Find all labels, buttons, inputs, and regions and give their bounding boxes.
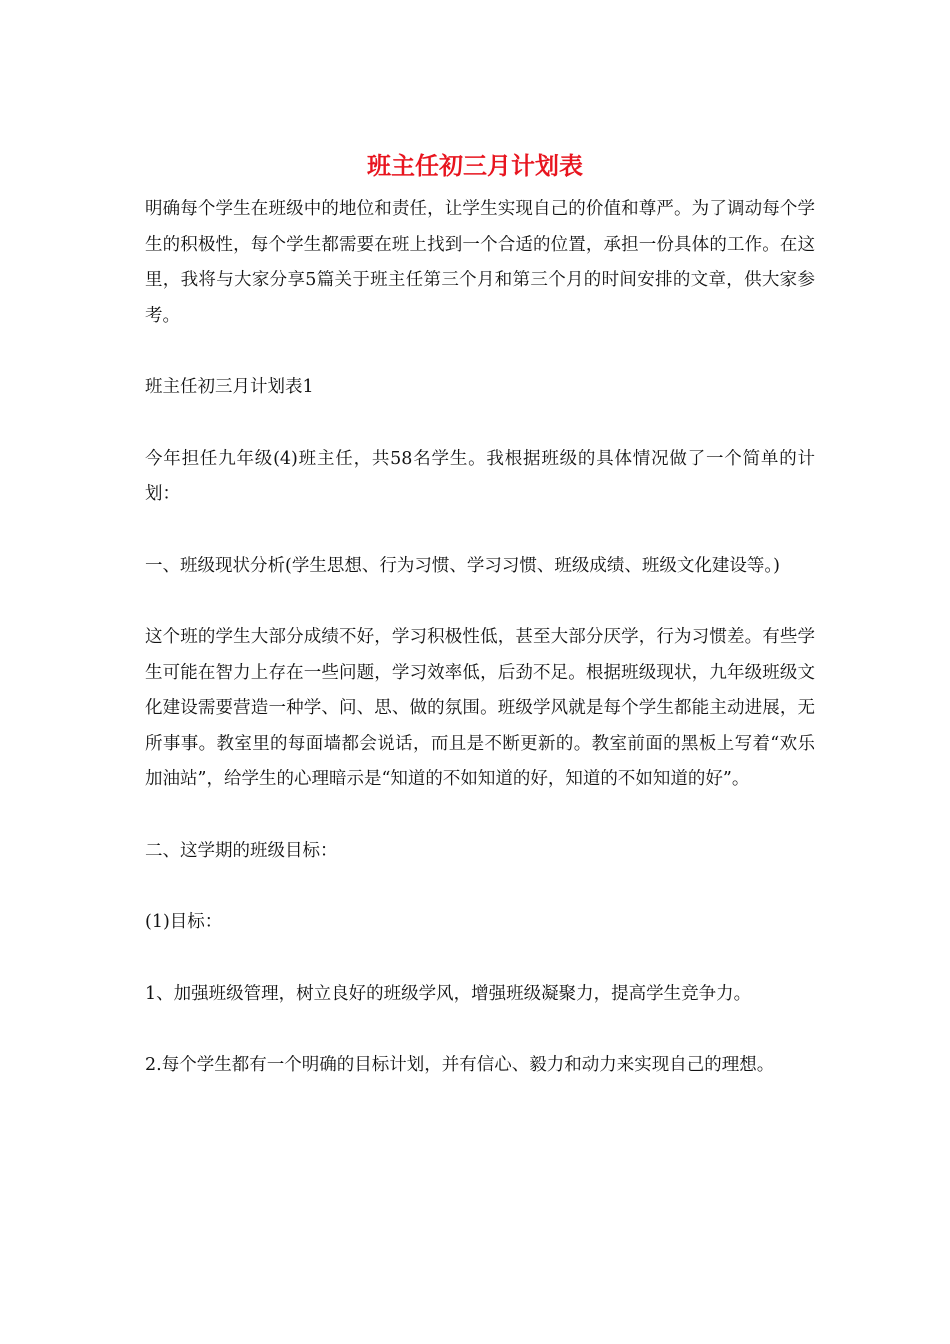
class-info-paragraph: 今年担任九年级(4)班主任，共58名学生。我根据班级的具体情况做了一个简单的计划： bbox=[145, 448, 815, 504]
goal-item-1: 1、加强班级管理，树立良好的班级学风，增强班级凝聚力，提高学生竞争力。 bbox=[145, 983, 752, 1004]
document-title: 班主任初三月计划表 bbox=[367, 151, 583, 180]
goal-item-2: 2.每个学生都有一个明确的目标计划，并有信心、毅力和动力来实现自己的理想。 bbox=[145, 1055, 775, 1075]
section-heading-plan-1: 班主任初三月计划表1 bbox=[145, 377, 314, 397]
heading-class-analysis: 一、班级现状分析(学生思想、行为习惯、学习习惯、班级成绩、班级文化建设等。) bbox=[145, 555, 780, 576]
subheading-goals: (1)目标： bbox=[145, 912, 223, 932]
intro-paragraph: 明确每个学生在班级中的地位和责任，让学生实现自己的价值和尊严。为了调动每个学生的积极性，每个学生都需要在班上找到一个合适的位置，承担一份具体的工作。在这里，我将与大家分享5篇关于班主任第三个月和第三个月的时间安排的文章，供大家参考。 bbox=[145, 199, 815, 326]
class-analysis-paragraph: 这个班的学生大部分成绩不好，学习积极性低，甚至大部分厌学，行为习惯差。有些学生可能在智力上存在一些问题，学习效率低，后劲不足。根据班级现状，九年级班级文化建设需要营造一种学、问、思、做的氛围。班级学风就是每个学生都能主动进展，无所事事。教室里的每面墙都会说话，而且是不断更新的。教室前面的黑板上写着“欢乐加油站”，给学生的心理暗示是“知道的不如知道的好，知道的不如知道的好”。 bbox=[145, 627, 815, 789]
heading-semester-goals: 二、这学期的班级目标： bbox=[145, 840, 338, 861]
document-body bbox=[145, 192, 815, 1084]
